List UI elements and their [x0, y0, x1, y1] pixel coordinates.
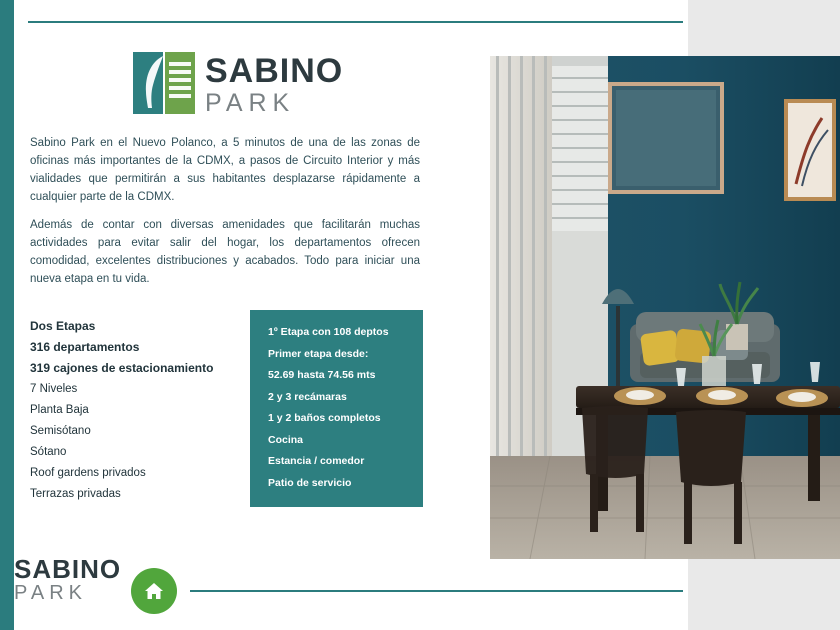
- list-item: 1º Etapa con 108 deptos: [268, 326, 389, 338]
- footer-brand-line2: PARK: [14, 582, 87, 604]
- list-item: Patio de servicio: [268, 476, 352, 489]
- intro-paragraph-1: Sabino Park en el Nuevo Polanco, a 5 minutos de una de las zonas de oficinas más importantes de la CDMX, a pasos de Circuito Interior y más vialidades que permitirán a sus habitantes desplazarse rápidamente a cualquier parte de la CDMX.: [30, 137, 420, 203]
- leaf-square-icon: [133, 52, 195, 114]
- home-icon-badge[interactable]: [131, 568, 177, 614]
- list-item: 319 cajones de estacionamiento: [30, 361, 214, 375]
- brand-name-line2: PARK: [205, 89, 296, 117]
- list-item: 52.69 hasta 74.56 mts: [268, 369, 376, 381]
- list-item: 316 departamentos: [30, 340, 140, 354]
- brand-name-line1: SABINO: [205, 52, 344, 90]
- list-item: Cocina: [268, 433, 304, 446]
- list-item: Planta Baja: [30, 404, 89, 416]
- footer-divider-rule: [190, 590, 683, 592]
- list-item: Terrazas privadas: [30, 488, 121, 500]
- list-item: 7 Niveles: [30, 383, 78, 395]
- list-item: Roof gardens privados: [30, 467, 146, 479]
- left-accent-bar: [0, 0, 14, 630]
- home-icon: [144, 581, 164, 601]
- brand-logo: [133, 52, 383, 117]
- list-item: 1 y 2 baños completos: [268, 412, 381, 424]
- specs-panel: [250, 310, 423, 507]
- list-item: Sótano: [30, 446, 67, 458]
- features-list: [30, 316, 240, 505]
- footer-brand-line1: SABINO: [14, 554, 122, 584]
- list-item: Dos Etapas: [30, 319, 96, 333]
- top-divider-rule: [28, 21, 683, 23]
- list-item: Primer etapa desde:: [268, 347, 369, 360]
- brand-wordmark: [205, 54, 343, 116]
- footer-brand-logo: [14, 556, 121, 604]
- list-item: Semisótano: [30, 425, 91, 437]
- interior-dining-room-photo: [490, 56, 840, 559]
- list-item: 2 y 3 recámaras: [268, 390, 347, 403]
- intro-paragraph-2: Además de contar con diversas amenidades que facilitarán muchas actividades para evitar salir del hogar, los departamentos ofrecen comodidad, excelentes distribuciones y acabados. Todo para iniciar una nueva etapa en tu vida.: [30, 219, 420, 285]
- list-item: Estancia / comedor: [268, 455, 365, 467]
